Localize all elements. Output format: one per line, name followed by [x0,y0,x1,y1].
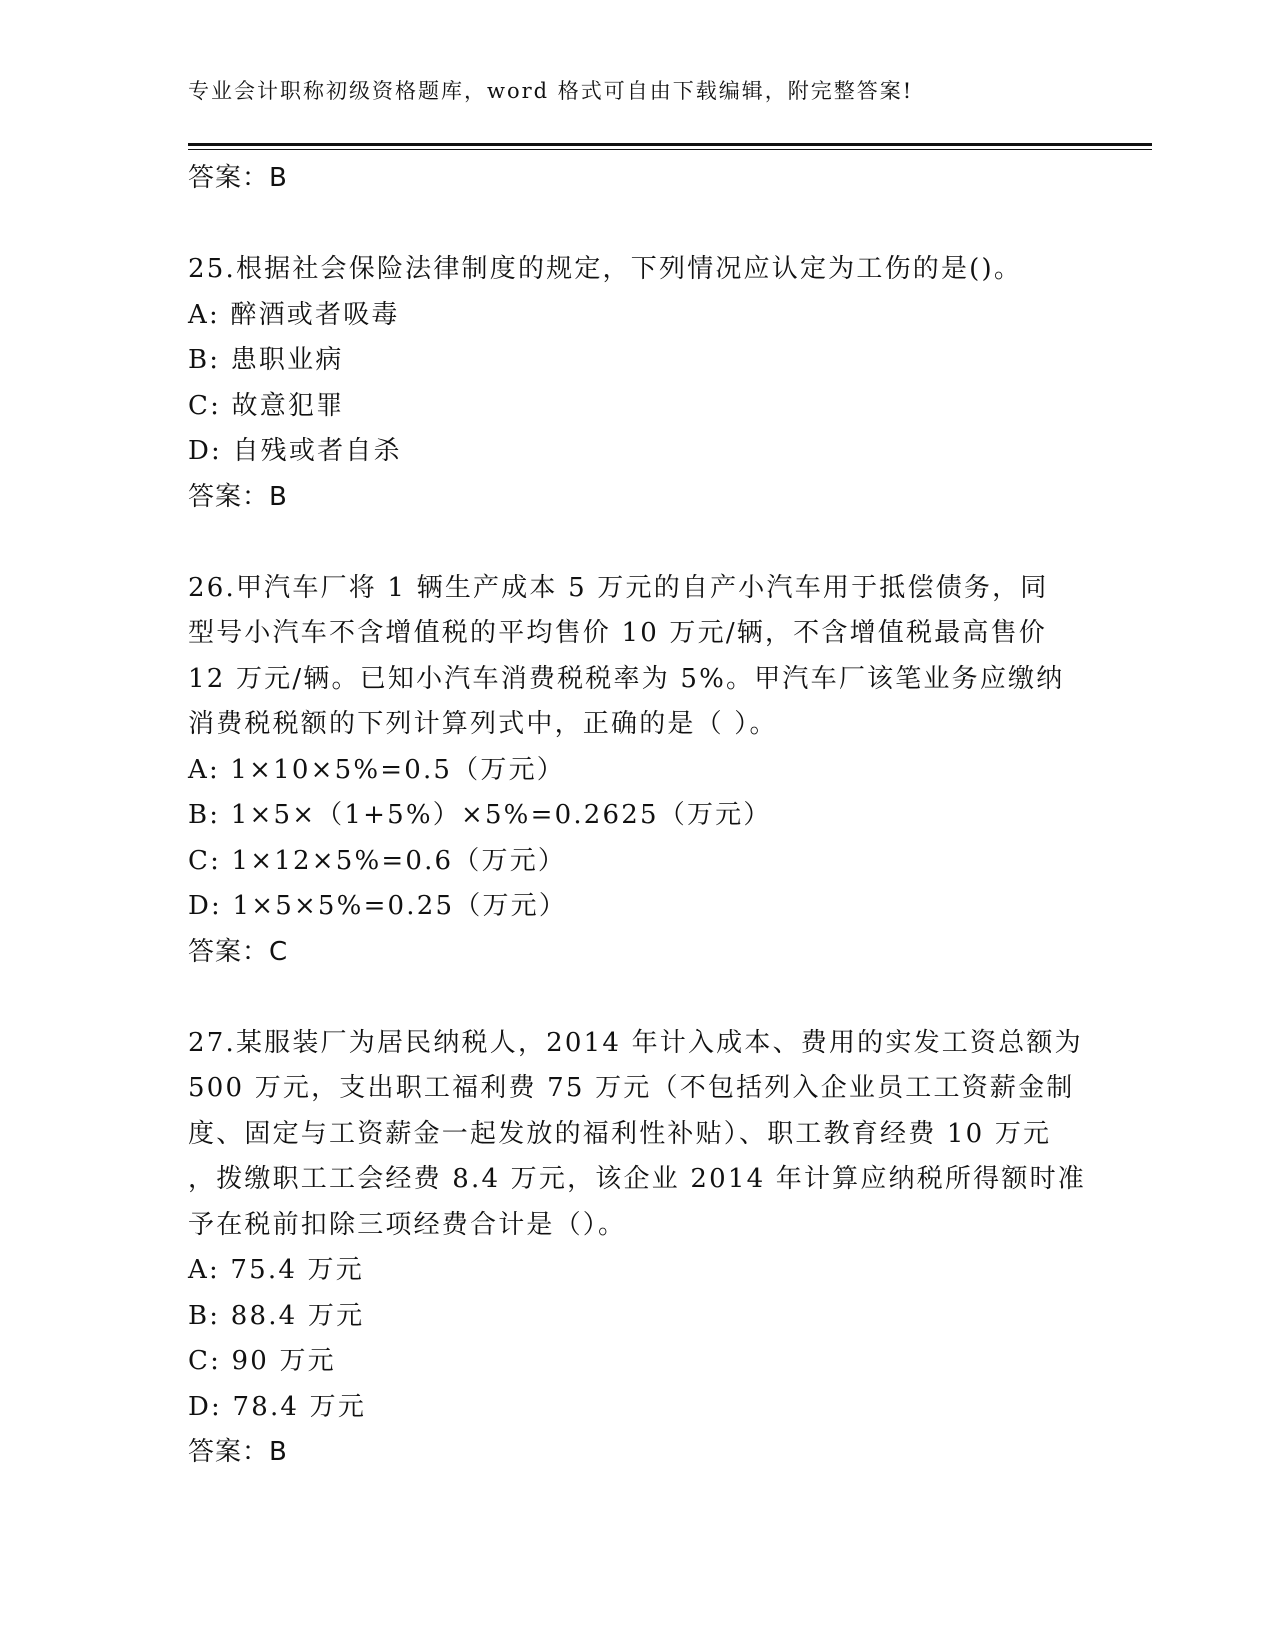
answer-24: 答案：B [188,163,288,193]
option-c: C: 故意犯罪 [188,390,345,421]
question-text: 型号小汽车不含增值税的平均售价 10 万元/辆，不含增值税最高售价 [188,618,1047,648]
question-text: 度、固定与工资薪金一起发放的福利性补贴）、职工教育经费 10 万元 [188,1118,1052,1149]
option-a: A: 75.4 万元 [188,1255,364,1285]
question-26 [188,566,1088,976]
question-text: 27.某服装厂为居民纳税人，2014 年计入成本、费用的实发工资总额为 [188,1027,1083,1058]
question-25 [188,247,1088,520]
answer: 答案：B [188,1437,288,1467]
answer: 答案：B [188,481,288,512]
header-rule-thin [188,149,1152,150]
option-a: A: 1×10×5%=0.5（万元） [188,754,565,785]
option-b: B: 1×5×（1+5%）×5%=0.2625（万元） [188,800,772,830]
page-header: 专业会计职称初级资格题库，word 格式可自由下载编辑，附完整答案! [188,79,914,103]
option-b: B: 88.4 万元 [188,1300,365,1331]
document-body [188,156,1088,1476]
question-27 [188,1021,1088,1476]
question-text: ，拨缴职工工会经费 8.4 万元，该企业 2014 年计算应纳税所得额时准 [188,1164,1086,1194]
question-text: 12 万元/辆。已知小汽车消费税税率为 5%。甲汽车厂该笔业务应缴纳 [188,663,1065,694]
option-c: C: 1×12×5%=0.6（万元） [188,845,567,876]
question-text: 500 万元，支出职工福利费 75 万元（不包括列入企业员工工资薪金制 [188,1073,1075,1103]
option-d: D: 自残或者自杀 [188,436,402,466]
answer: 答案：C [188,936,289,967]
spacer [188,202,1088,248]
question-text: 25.根据社会保险法律制度的规定，下列情况应认定为工伤的是()。 [188,254,1023,284]
option-d: D: 78.4 万元 [188,1391,367,1422]
question-text: 消费税税额的下列计算列式中，正确的是（ ）。 [188,709,778,739]
option-a: A: 醉酒或者吸毒 [188,299,400,330]
option-d: D: 1×5×5%=0.25（万元） [188,891,568,921]
option-b: B: 患职业病 [188,345,344,375]
question-text: 26.甲汽车厂将 1 辆生产成本 5 万元的自产小汽车用于抵偿债务，同 [188,572,1049,603]
question-text: 予在税前扣除三项经费合计是（）。 [188,1209,627,1240]
spacer [188,975,1088,1021]
option-c: C: 90 万元 [188,1346,336,1376]
spacer [188,520,1088,566]
header-rule-thick [188,143,1152,146]
